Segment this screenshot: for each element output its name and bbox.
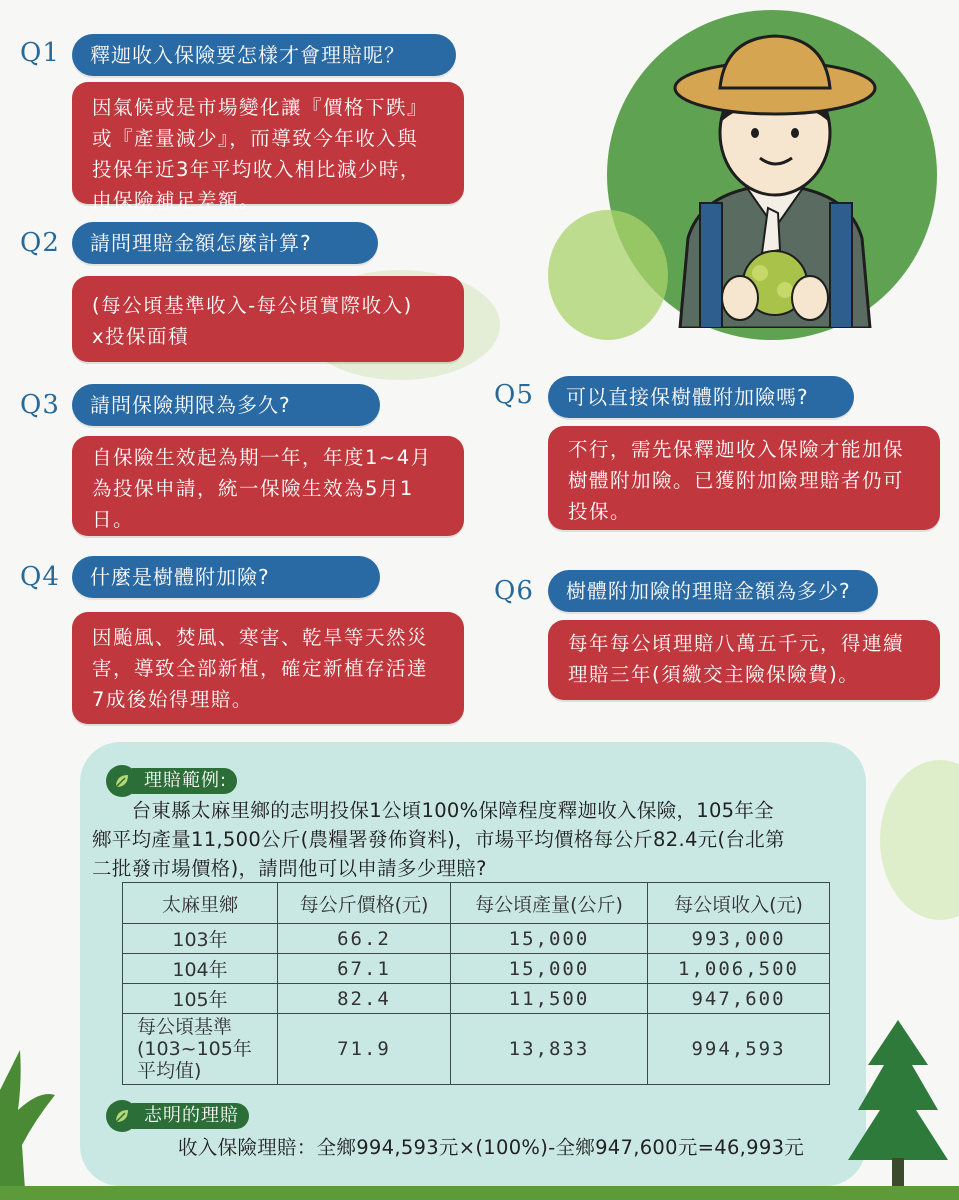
example-description (92, 796, 852, 883)
table-cell: 947,600 (648, 984, 830, 1014)
table-row-baseline (123, 1014, 830, 1085)
q3-answer-line: 自保險生效起為期一年，年度1~4月 (92, 446, 432, 469)
example-description-line: 鄉平均產量11,500公斤(農糧署發佈資料)，市場平均價格每公斤82.4元(台北第 (92, 828, 785, 851)
table-row (123, 984, 830, 1014)
table-cell: 11,500 (451, 984, 648, 1014)
q5-label: Q5 (494, 380, 534, 410)
table-row (123, 954, 830, 984)
q5-answer-line: 投保。 (568, 500, 632, 523)
q3-question-pill: 請問保險期限為多久? (72, 384, 380, 426)
example-heading (106, 765, 286, 797)
baseline-label-line: (103~105年 (137, 1038, 252, 1060)
example-description-line: 二批發市場價格)，請問他可以申請多少理賠? (92, 857, 487, 880)
table-cell: 104年 (123, 954, 278, 984)
table-cell (123, 1014, 278, 1085)
q4-answer-line: 害，導致全部新植，確定新植存活達 (92, 657, 429, 680)
example-heading-label: 理賠範例: (132, 768, 237, 794)
q4-answer-box (72, 612, 464, 724)
q2-question-pill: 請問理賠金額怎麼計算? (72, 222, 378, 264)
q1-question-pill: 釋迦收入保險要怎樣才會理賠呢？ (72, 34, 456, 76)
farmer-illustration (640, 28, 910, 328)
table-cell: 13,833 (451, 1014, 648, 1085)
table-cell: 15,000 (451, 954, 648, 984)
q1-answer-line: 因氣候或是市場變化讓『價格下跌』 (92, 96, 429, 119)
q1-answer-line: 投保年近3年平均收入相比減少時， (92, 158, 421, 181)
table-cell: 103年 (123, 924, 278, 954)
table-cell: 105年 (123, 984, 278, 1014)
table-cell: 993,000 (648, 924, 830, 954)
result-heading-label: 志明的理賠 (132, 1103, 249, 1129)
q4-answer-line: 因颱風、焚風、寒害、乾旱等天然災 (92, 626, 429, 649)
result-heading (106, 1100, 286, 1132)
table-header-row (123, 883, 830, 924)
q1-answer-box (72, 82, 464, 212)
q3-answer-line: 日。 (92, 508, 135, 531)
q1-answer-line: 或『產量減少』，而導致今年收入與 (92, 127, 419, 150)
background-pale-blob-right (880, 760, 959, 920)
ground-strip (0, 1186, 959, 1200)
q4-answer-line: 7成後始得理賠。 (92, 688, 253, 711)
table-row (123, 924, 830, 954)
table-header-cell: 每公頃產量(公斤) (451, 883, 648, 924)
q5-answer-line: 不行，需先保釋迦收入保險才能加保 (568, 438, 905, 461)
q6-answer-line: 每年每公頃理賠八萬五千元，得連續 (568, 632, 905, 655)
q5-answer-box (548, 426, 940, 530)
table-cell: 71.9 (278, 1014, 451, 1085)
q3-answer-line: 為投保申請，統一保險生效為5月1 (92, 477, 414, 500)
table-cell: 67.1 (278, 954, 451, 984)
q2-answer-box (72, 276, 464, 362)
q2-label: Q2 (20, 228, 60, 258)
q6-question-pill: 樹體附加險的理賠金額為多少? (548, 570, 878, 612)
q5-question-pill: 可以直接保樹體附加險嗎? (548, 376, 854, 418)
baseline-label-line: 平均值) (137, 1060, 202, 1082)
table-header-cell: 太麻里鄉 (123, 883, 278, 924)
example-description-line: 台東縣太麻里鄉的志明投保1公頃100%保障程度釋迦收入保險，105年全 (92, 799, 774, 822)
q3-answer-box (72, 436, 464, 536)
baseline-label-line: 每公頃基準 (137, 1016, 233, 1038)
table-cell: 82.4 (278, 984, 451, 1014)
q3-label: Q3 (20, 390, 60, 420)
q6-label: Q6 (494, 576, 534, 606)
table-header-cell: 每公斤價格(元) (278, 883, 451, 924)
q2-answer-line: (每公頃基準收入-每公頃實際收入) (92, 294, 413, 317)
table-cell: 66.2 (278, 924, 451, 954)
q1-answer-line: 由保險補足差額。 (92, 189, 261, 212)
q6-answer-box (548, 620, 940, 700)
q4-question-pill: 什麼是樹體附加險? (72, 556, 380, 598)
q5-answer-line: 樹體附加險。已獲附加險理賠者仍可 (568, 469, 905, 492)
table-cell: 1,006,500 (648, 954, 830, 984)
income-table (122, 882, 830, 1085)
q2-answer-line: x投保面積 (92, 325, 190, 348)
q4-label: Q4 (20, 562, 60, 592)
q1-label: Q1 (20, 38, 60, 68)
branch-illustration (0, 1050, 70, 1190)
tree-illustration (848, 1020, 948, 1190)
q6-answer-line: 理賠三年(須繳交主險保險費)。 (568, 663, 860, 686)
table-cell: 994,593 (648, 1014, 830, 1085)
claim-calculation: 收入保險理賠：全鄉994,593元×(100%)-全鄉947,600元=46,993元 (178, 1136, 805, 1159)
table-header-cell: 每公頃收入(元) (648, 883, 830, 924)
table-cell: 15,000 (451, 924, 648, 954)
